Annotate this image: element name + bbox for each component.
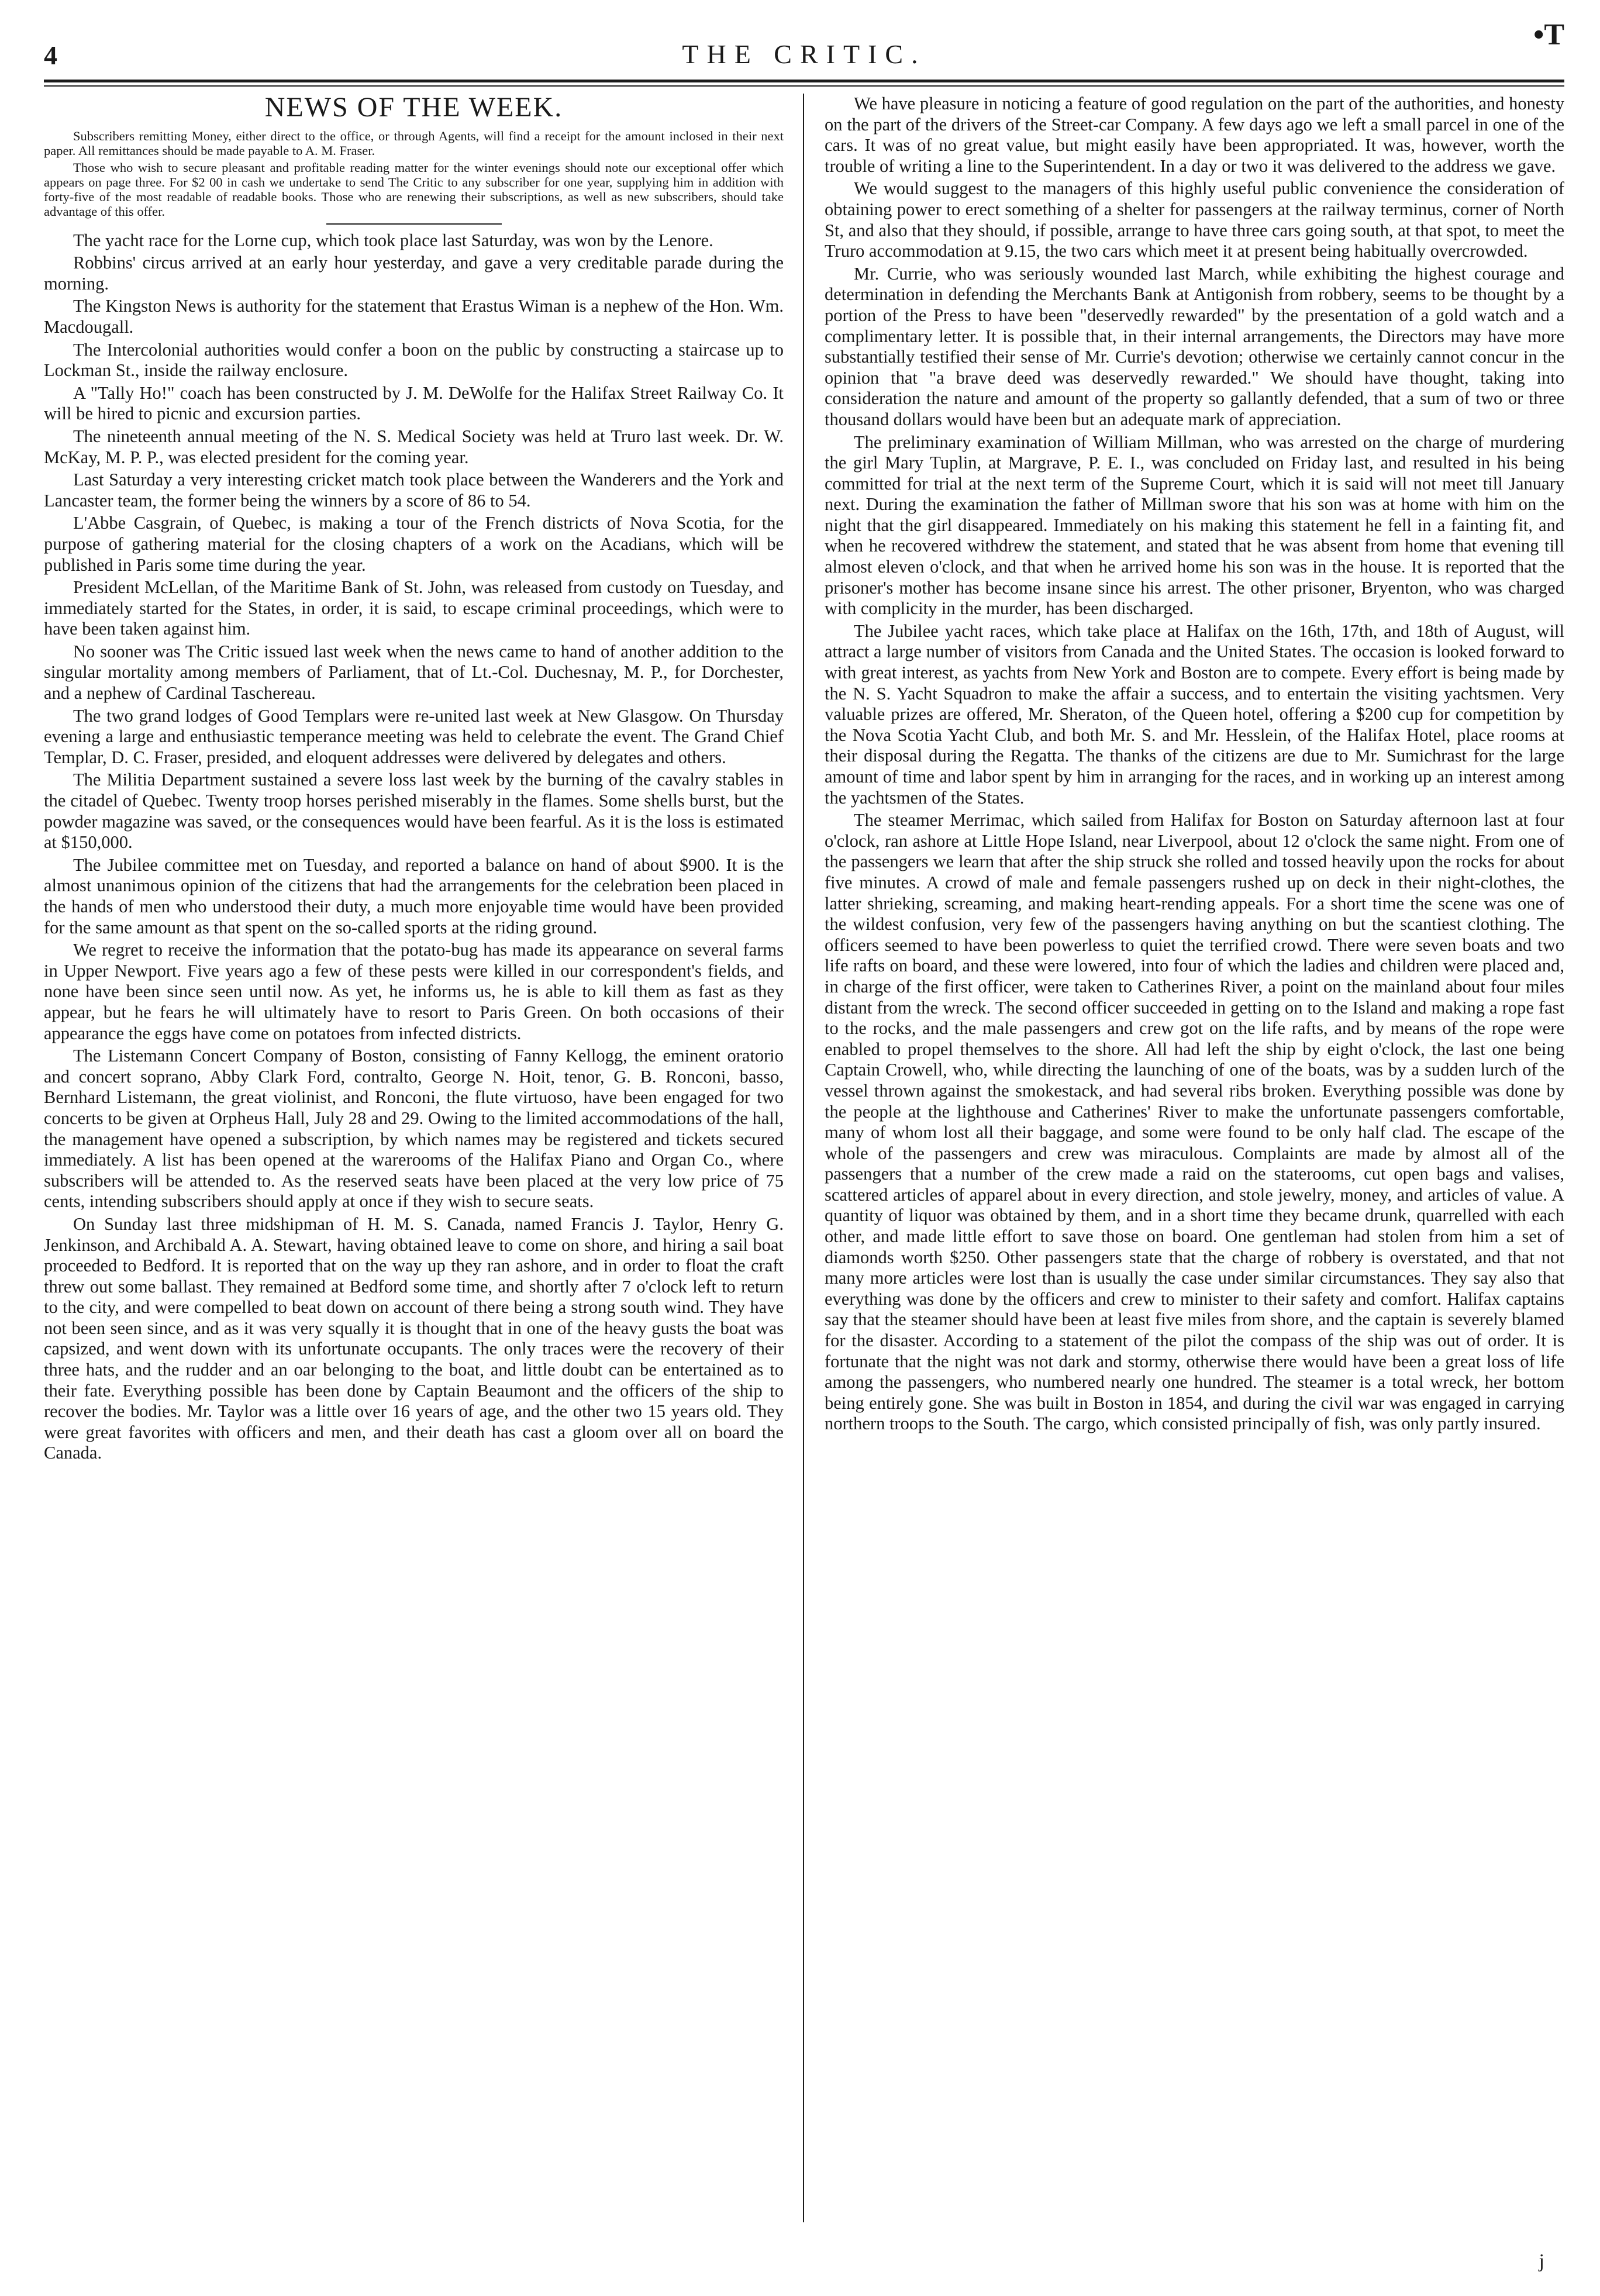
news-item-mclellan: President McLellan, of the Maritime Bank of St. John, was released from custody on Tuesday, and immediately started for the States, in order, it is said, to escape criminal proceedings, which were to have been taken against him. [44,577,784,639]
news-item-casgrain: L'Abbe Casgrain, of Quebec, is making a tour of the French districts of Nova Scotia, for the purpose of gathering material for the closing chapters of a work on the Acadians, which will be published in Paris some time during the year. [44,513,784,575]
news-item-medical-society: The nineteenth annual meeting of the N. S. Medical Society was held at Truro last week. Dr. W. McKay, M. P. P., was elected president for the coming year. [44,426,784,467]
news-item-merrimac: The steamer Merrimac, which sailed from Halifax for Boston on Saturday afternoon last at four o'clock, ran ashore at Little Hope Island, near Liverpool, about 12 o'clock the same night. From one of the passengers we learn that after the ship struck she rolled and tossed heavily upon the rocks for about five minutes. A crowd of male and female passengers rushed up on deck in their night-clothes, the latter shrieking, screaming, and making heart-rending appeals. For a short time the scene was one of the wildest confusion, very few of the passengers having anything on but the scantiest clothing. The officers seemed to have been powerless to quiet the terrified crowd. There were seven boats and two life rafts on board, and these were lowered, into four of which the ladies and children were placed and, in charge of the first officer, were taken to Catherines River, a point on the mainland about four miles distant from the wreck. The second officer succeeded in getting on to the Island and making a rope fast to the rocks, and the male passengers and crew got on the life rafts, and by means of the rope were enabled to propel themselves to the shore. All had left the ship by eight o'clock, the last one being Captain Crowell, who, while directing the launching of one of the boats, was by a sudden lurch of the vessel thrown against the smokestack, and had several ribs broken. Everything possible was done by the people at the lighthouse and Catherines' River to make the unfortunate passengers comfortable, many of whom lost all their baggage, and some were found to be only half clad. The escape of the whole of the passengers and crew was miraculous. Complaints are made by almost all of the passengers that a number of the crew made a raid on the staterooms, cut open bags and valises, scattered articles of apparel about in every direction, and stole jewelry, money, and articles of value. A quantity of liquor was obtained by them, and in a short time they became drunk, quarrelled with each other, and made little effort to save those on board. One gentleman had stolen from him a set of diamonds worth $250. Other passengers state that the charge of robbery is overstated, and that not many more articles were lost than is usually the case under similar circumstances. They say also that everything was done by the officers and crew to minister to their safety and comfort. Halifax captains say that the steamer should have been at least five miles from shore, and the captain is severely blamed for the disaster. According to a statement of the pilot the compass of the ship was out of order. It is fortunate that the night was not dark and stormy, otherwise there would have been a great loss of life among the passengers, who numbered nearly one hundred. The steamer is a total wreck, her bottom being entirely gone. She was built in Boston in 1854, and during the civil war was engaged in carrying northern troops to the South. The cargo, which consisted principally of fish, was only partly insured. [825,810,1564,1434]
newspaper-page [44,18,1564,2257]
journal-title: THE CRITIC. [682,39,926,69]
news-item-circus: Robbins' circus arrived at an early hour yesterday, and gave a very creditable parade during the morning. [44,253,784,294]
news-item-cricket: Last Saturday a very interesting cricket match took place between the Wanderers and the York and Lancaster team, the former being the winners by a score of 86 to 54. [44,470,784,511]
news-item-yacht-races: The Jubilee yacht races, which take place at Halifax on the 16th, 17th, and 18th of August, will attract a large number of visitors from Canada and the United States. The occasion is looked forward to with great interest, as yachts from New York and Boston are to compete. Every effort is being made by the N. S. Yacht Squadron to make the affair a success, and to entertain the visiting yachtsmen. Very valuable prizes are offered, Mr. Sheraton, of the Queen hotel, offering a $200 cup for competition by the Nova Scotia Yacht Club, and both Mr. S. and Mr. Hesslein, of the Halifax Hotel, place rooms at their disposal during the Regatta. The thanks of the citizens are due to Mr. Sumichrast for the large amount of time and labor spent by him in arranging for the races, and in working up an interest among the yachtsmen of the States. [825,620,1564,808]
column-divider [803,94,804,2222]
masthead-rule-thick [44,80,1564,82]
news-item-good-templars: The two grand lodges of Good Templars were re-united last week at New Glasgow. On Thursday evening a large and enthusiastic temperance meeting was held to celebrate the event. The Grand Chief Templar, D. C. Fraser, presided, and eloquent addresses were delivered by delegates and others. [44,705,784,767]
offer-notice: Those who wish to secure pleasant and profitable reading matter for the winter evenings should note our exceptional offer which appears on page three. For $2 00 in cash we undertake to send The Critic to any subscriber for one year, supplying him in addition with forty-five of the most readable of readable books. Those who are renewing their subscriptions, as well as new subscribers, should take advantage of this offer. [44,160,784,219]
notice-divider [326,223,502,225]
section-heading: NEWS OF THE WEEK. [264,94,563,123]
news-item-midshipmen: On Sunday last three midshipman of H. M. S. Canada, named Francis J. Taylor, Henry G. Jenkinson, and Archibald A. A. Stewart, having obtained leave to come on shore, and hiring a sail boat proceeded to Bedford. It is reported that on the way up they ran ashore, and in order to float the craft threw out some ballast. They remained at Bedford some time, and shortly after 7 o'clock left to return to the city, and were compelled to beat down on account of there being a strong south wind. They have not been seen since, and as it was very squally it is thought that in one of the heavy gusts the boat was capsized, and went down with its unfortunate occupants. The only traces were the recovery of their three hats, and the rudder and an oar belonging to the boat, and little doubt can be entertained as to their fate. Everything possible has been done by Captain Beaumont and the officers of the ship to recover the bodies. Mr. Taylor was a little over 16 years of age, and the other two 15 years old. They were great favorites with officers and men, and their death has cast a gloom over all on board the Canada. [44,1213,784,1463]
news-item-shelter: We would suggest to the managers of this highly useful public convenience the consideration of obtaining power to erect something of a shelter for passengers at the railway terminus, corner of North St, and also that they should, if possible, arrange to have three cars going south, at that spot, to meet the Truro accommodation at 9.15, the two cars which meet it at present being habitually overcrowded. [825,178,1564,261]
page-number: 4 [44,40,57,70]
news-item-millman: The preliminary examination of William Millman, who was arrested on the charge of murdering the girl Mary Tuplin, at Margrave, P. E. I., was concluded on Friday last, and resulted in his being committed for trial at the next term of the Supreme Court, which it is said will not meet till January next. During the examination the father of Millman swore that his son was at home with him on the night that the girl disappeared. Immediately on his making this statement he fell in a fainting fit, and when he recovered withdrew the statement, and stated that he was absent from home that evening till almost eleven o'clock, and that when he arrived home his son was in the house. It is reported that the prisoner's mother has become insane since his arrest. The other prisoner, Bryenton, who was charged with complicity in the murder, has been discharged. [825,432,1564,619]
news-item-militia: The Militia Department sustained a severe loss last week by the burning of the cavalry stables in the citadel of Quebec. Twenty troop horses perished miserably in the flames. Some shells burst, but the powder magazine was saved, or the consequences would have been fearful. As it is the loss is estimated at $150,000. [44,770,784,853]
news-item-currie: Mr. Currie, who was seriously wounded last March, while exhibiting the highest courage and determination in defending the Merchants Bank at Antigonish from robbery, seems to be thought by a portion of the Press to have been "deservedly rewarded" by the presentation of a gold watch and a complimentary letter. It is possible that, in their internal arrangements, the Directors may have more substantially testified their sense of Mr. Currie's devotion; otherwise we certainly cannot concur in the opinion that "a brave deed was deservedly rewarded." We should have thought, taking into consideration the nature and amount of the property so gallantly defended, that a sum of two or three thousand dollars would have been but an adequate mark of appreciation. [825,263,1564,429]
news-item-kingston: The Kingston News is authority for the statement that Erastus Wiman is a nephew of the Hon. Wm. Macdougall. [44,296,784,337]
news-item-listemann-concert: The Listemann Concert Company of Boston, consisting of Fanny Kellogg, the eminent oratorio and concert soprano, Abby Clark Ford, contralto, George N. Hoit, tenor, G. B. Ronconi, basso, Bernhard Listemann, the great violinist, and Ronconi, the flute virtuoso, have been engaged for two concerts to be given at Orpheus Hall, July 28 and 29. Owing to the limited accommodations of the hall, the management have opened a subscription, by which names may be registered and tickets secured immediately. A list has been opened at the warerooms of the Halifax Piano and Organ Co., where subscribers will be attended to. As the reserved seats have been placed at the very low price of 75 cents, intending subscribers should apply at once if they wish to secure seats. [44,1046,784,1212]
news-item-tally-ho: A "Tally Ho!" coach has been constructed by J. M. DeWolfe for the Halifax Street Railway Co. It will be hired to picnic and excursion parties. [44,382,784,424]
left-column [44,94,784,2222]
news-item-intercolonial: The Intercolonial authorities would confer a boon on the public by constructing a staircase up to Lockman St., inside the railway enclosure. [44,339,784,381]
news-item-duchesnay: No sooner was The Critic issued last week when the news came to hand of another addition to the singular mortality among members of Parliament, that of Lt.-Col. Duchesnay, M. P., for Dorchester, and a nephew of Cardinal Taschereau. [44,641,784,704]
news-item-potato-bug: We regret to receive the information that the potato-bug has made its appearance on several farms in Upper Newport. Five years ago a few of these pests were killed in our correspondent's fields, and none have been since seen until now. As yet, he informs us, he is able to kill them as fast as they appear, but he fears he will ultimately have to resort to Paris Green. On both occasions of their appearance the eggs have come on potatoes from infected districts. [44,940,784,1043]
subscriber-notice: Subscribers remitting Money, either direct to the office, or through Agents, will find a receipt for the amount inclosed in their next paper. All remittances should be made payable to A. M. Fraser. [44,128,784,158]
news-item-street-car: We have pleasure in noticing a feature of good regulation on the part of the authorities, and honesty on the part of the drivers of the Street-car Company. A few days ago we left a small parcel in one of the cars. It was of no great value, but might easily have been appropriated. It was, however, worth the trouble of writing a line to the Superintendent. In a day or two it was delivered to the address we gave. [825,94,1564,176]
footer-mark: j [1539,2250,1544,2272]
columns [44,94,1564,2222]
corner-mark: •T [1533,18,1564,51]
news-item-yacht-race: The yacht race for the Lorne cup, which took place last Saturday, was won by the Lenore. [73,230,713,250]
masthead [44,18,1564,76]
masthead-rule-thin [44,85,1564,87]
right-column [825,94,1564,2222]
news-item-jubilee-committee: The Jubilee committee met on Tuesday, and reported a balance on hand of about $900. It is the almost unanimous opinion of the citizens that had the arrangements for the celebration been placed in the hands of men who understood their duty, a much more enjoyable time would have been provided for the same amount as that spent on the so-called sports at the riding ground. [44,854,784,937]
